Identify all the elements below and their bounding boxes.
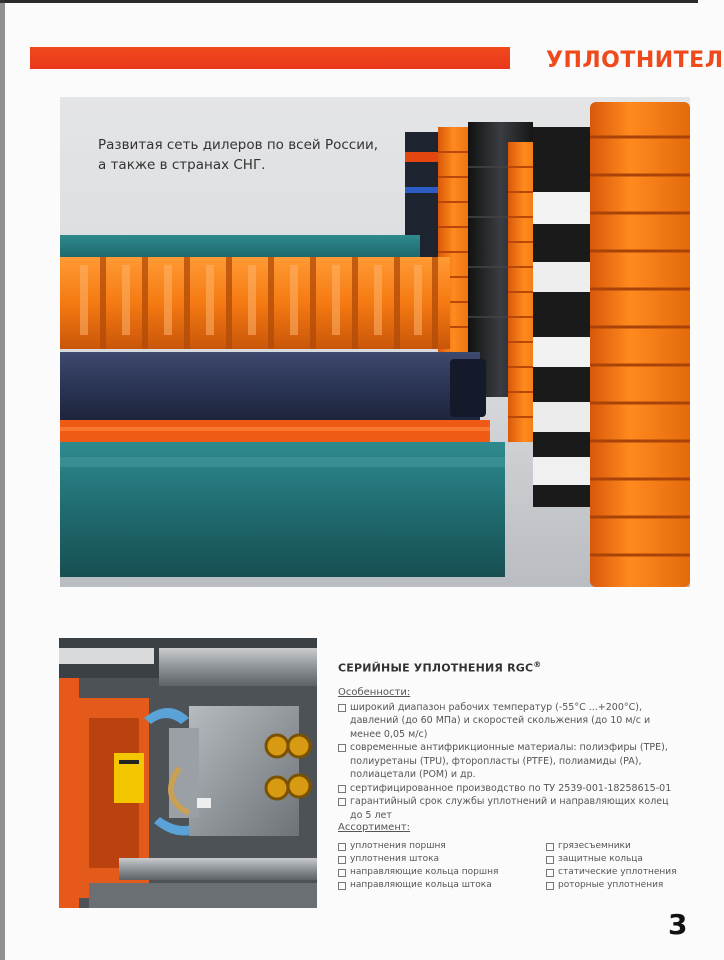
checkbox-bullet-icon xyxy=(338,882,346,890)
feature-item xyxy=(338,795,678,822)
hero-photo xyxy=(60,97,690,587)
assortment-item xyxy=(546,879,677,892)
series-info xyxy=(338,660,678,822)
section-title: УПЛОТНИТЕЛ xyxy=(546,48,724,73)
features-heading: Особенности: xyxy=(338,686,411,698)
hero-caption-line: а также в странах СНГ. xyxy=(98,157,266,173)
assortment-text: статические уплотнения xyxy=(558,867,677,877)
page-top-edge xyxy=(0,0,698,3)
machine-photo xyxy=(59,638,317,908)
feature-item xyxy=(338,782,678,796)
assortment-item xyxy=(546,840,677,853)
page-left-edge xyxy=(0,0,5,960)
checkbox-bullet-icon xyxy=(338,869,346,877)
assortment-text: направляющие кольца поршня xyxy=(350,867,499,877)
checkbox-bullet-icon xyxy=(546,843,554,851)
checkbox-bullet-icon xyxy=(338,704,346,712)
feature-item xyxy=(338,701,678,742)
assortment-text: защитные кольца xyxy=(558,854,643,864)
feature-item xyxy=(338,741,678,782)
registered-mark: ® xyxy=(533,660,542,669)
assortment-item xyxy=(338,879,498,892)
hero-caption-line: Развитая сеть дилеров по всей России, xyxy=(98,137,379,153)
assortment-item xyxy=(338,866,498,879)
checkbox-bullet-icon xyxy=(338,843,346,851)
feature-text: сертифицированное производство по ТУ 2539-001-18258615-01 xyxy=(350,782,672,794)
assortment-text: уплотнения поршня xyxy=(350,841,446,851)
checkbox-bullet-icon xyxy=(338,798,346,806)
checkbox-bullet-icon xyxy=(546,856,554,864)
assortment-text: роторные уплотнения xyxy=(558,880,664,890)
feature-text: гарантийный срок службы уплотнений и направляющих колец до 5 лет xyxy=(350,796,669,821)
assortment-text: уплотнения штока xyxy=(350,854,440,864)
checkbox-bullet-icon xyxy=(338,856,346,864)
machine-illustration xyxy=(59,638,317,908)
feature-text: современные антифрикционные материалы: полиэфиры (TPE), полиуретаны (TPU), фторопласты (PTFE), полиамиды (PA), полиацетали (POM) и др. xyxy=(350,742,668,781)
assortment-item xyxy=(546,866,677,879)
assortment-list-right xyxy=(546,840,677,892)
assortment-item xyxy=(546,853,677,866)
assortment-heading: Ассортимент: xyxy=(338,822,411,833)
series-title-text: СЕРИЙНЫЕ УПЛОТНЕНИЯ RGC xyxy=(338,661,534,675)
series-title xyxy=(338,660,678,675)
assortment-text: направляющие кольца штока xyxy=(350,880,492,890)
assortment-list-left xyxy=(338,840,498,892)
features-list xyxy=(338,701,678,823)
page-number: 3 xyxy=(668,908,688,941)
header-accent-bar xyxy=(30,47,510,69)
feature-text: широкий диапазон рабочих температур (-55°C ...+200°C), давлений (до 60 МПа) и скоростей скольжения (до 10 м/с и менее 0,05 м/с) xyxy=(350,701,651,740)
checkbox-bullet-icon xyxy=(338,744,346,752)
hero-caption xyxy=(98,135,378,175)
checkbox-bullet-icon xyxy=(546,882,554,890)
checkbox-bullet-icon xyxy=(338,785,346,793)
assortment-text: грязесъемники xyxy=(558,841,631,851)
checkbox-bullet-icon xyxy=(546,869,554,877)
assortment-item xyxy=(338,840,498,853)
assortment-item xyxy=(338,853,498,866)
